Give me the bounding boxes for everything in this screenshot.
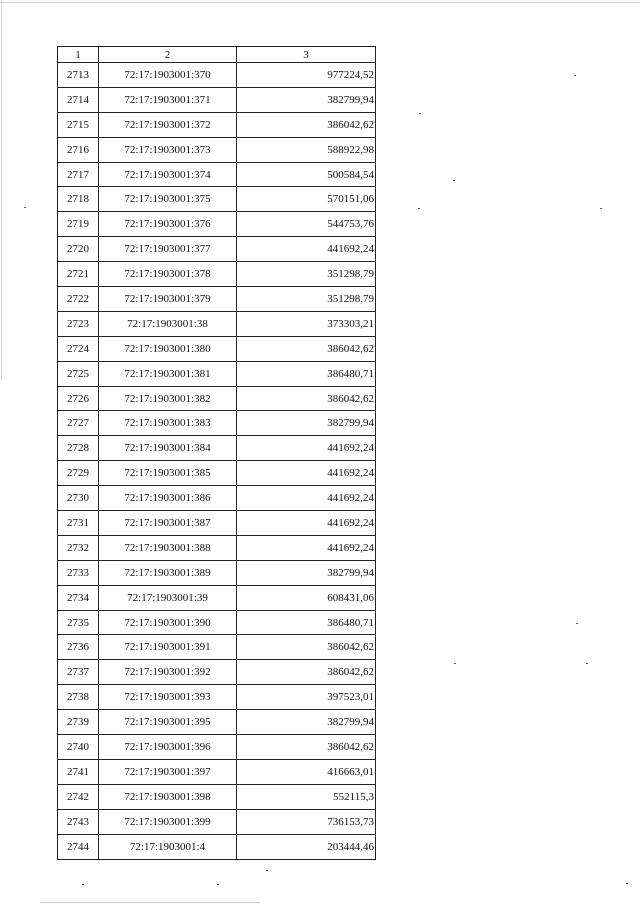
row-number-cell: 2715	[58, 112, 99, 137]
column-header-number: 1	[58, 47, 99, 63]
cadastral-value-cell: 386042,62	[237, 386, 376, 411]
cadastral-number-cell: 72:17:1903001:383	[99, 411, 237, 436]
table-row	[58, 311, 376, 336]
cadastral-number-cell: 72:17:1903001:391	[99, 635, 237, 660]
scan-speck	[454, 663, 456, 664]
table-row	[58, 237, 376, 262]
cadastral-value-cell: 544753,76	[237, 212, 376, 237]
cadastral-number-cell: 72:17:1903001:386	[99, 486, 237, 511]
cadastral-value-cell: 386480,71	[237, 361, 376, 386]
cadastral-number-cell: 72:17:1903001:390	[99, 610, 237, 635]
table-row	[58, 287, 376, 312]
row-number-cell: 2735	[58, 610, 99, 635]
row-number-cell: 2721	[58, 262, 99, 287]
cadastral-value-cell: 373303,21	[237, 311, 376, 336]
row-number-cell: 2724	[58, 336, 99, 361]
cadastral-value-cell: 386042,62	[237, 735, 376, 760]
cadastral-number-cell: 72:17:1903001:399	[99, 809, 237, 834]
row-number-cell: 2722	[58, 287, 99, 312]
table-row	[58, 361, 376, 386]
scan-speck	[418, 208, 420, 209]
cadastral-number-cell: 72:17:1903001:372	[99, 112, 237, 137]
cadastral-value-cell: 382799,94	[237, 710, 376, 735]
row-number-cell: 2743	[58, 809, 99, 834]
cadastral-value-cell: 441692,24	[237, 486, 376, 511]
row-number-cell: 2739	[58, 710, 99, 735]
cadastral-value-cell: 382799,94	[237, 411, 376, 436]
row-number-cell: 2736	[58, 635, 99, 660]
row-number-cell: 2742	[58, 784, 99, 809]
cadastral-number-cell: 72:17:1903001:38	[99, 311, 237, 336]
cadastral-number-cell: 72:17:1903001:395	[99, 710, 237, 735]
scan-edge-top	[0, 2, 640, 3]
table-row	[58, 336, 376, 361]
row-number-cell: 2731	[58, 511, 99, 536]
scan-speck	[453, 180, 455, 181]
table-row	[58, 735, 376, 760]
cadastral-value-cell: 386480,71	[237, 610, 376, 635]
cadastral-number-cell: 72:17:1903001:393	[99, 685, 237, 710]
scan-edge-bottom	[40, 902, 260, 903]
row-number-cell: 2741	[58, 759, 99, 784]
row-number-cell: 2718	[58, 187, 99, 212]
cadastral-number-cell: 72:17:1903001:39	[99, 585, 237, 610]
row-number-cell: 2717	[58, 162, 99, 187]
cadastral-value-cell: 386042,62	[237, 112, 376, 137]
table-row	[58, 809, 376, 834]
scan-speck	[24, 207, 26, 208]
cadastral-value-cell: 552115,3	[237, 784, 376, 809]
cadastral-value-cell: 441692,24	[237, 237, 376, 262]
table-row	[58, 660, 376, 685]
cadastral-number-cell: 72:17:1903001:382	[99, 386, 237, 411]
cadastral-number-cell: 72:17:1903001:389	[99, 560, 237, 585]
row-number-cell: 2734	[58, 585, 99, 610]
cadastral-value-cell: 386042,62	[237, 660, 376, 685]
table-row	[58, 137, 376, 162]
cadastral-number-cell: 72:17:1903001:376	[99, 212, 237, 237]
row-number-cell: 2713	[58, 63, 99, 88]
table-row	[58, 585, 376, 610]
table-row	[58, 162, 376, 187]
cadastral-number-cell: 72:17:1903001:380	[99, 336, 237, 361]
scan-speck	[626, 883, 628, 884]
cadastral-number-cell: 72:17:1903001:397	[99, 759, 237, 784]
row-number-cell: 2744	[58, 834, 99, 859]
cadastral-number-cell: 72:17:1903001:375	[99, 187, 237, 212]
row-number-cell: 2732	[58, 535, 99, 560]
row-number-cell: 2740	[58, 735, 99, 760]
table-row	[58, 560, 376, 585]
row-number-cell: 2728	[58, 436, 99, 461]
row-number-cell: 2730	[58, 486, 99, 511]
cadastral-number-cell: 72:17:1903001:377	[99, 237, 237, 262]
table-row	[58, 610, 376, 635]
scan-speck	[266, 870, 268, 871]
table-row	[58, 784, 376, 809]
table-row	[58, 710, 376, 735]
scan-speck	[419, 113, 421, 114]
cadastral-value-cell: 441692,24	[237, 535, 376, 560]
row-number-cell: 2720	[58, 237, 99, 262]
row-number-cell: 2737	[58, 660, 99, 685]
column-header-value: 3	[237, 47, 376, 63]
table-header	[58, 47, 376, 63]
row-number-cell: 2723	[58, 311, 99, 336]
cadastral-value-cell: 386042,62	[237, 635, 376, 660]
table-row	[58, 262, 376, 287]
table-row	[58, 87, 376, 112]
table-row	[58, 212, 376, 237]
table-row	[58, 834, 376, 859]
cadastral-value-cell: 397523,01	[237, 685, 376, 710]
cadastral-number-cell: 72:17:1903001:381	[99, 361, 237, 386]
cadastral-number-cell: 72:17:1903001:373	[99, 137, 237, 162]
cadastral-value-cell: 500584,54	[237, 162, 376, 187]
table-row	[58, 535, 376, 560]
cadastral-value-cell: 977224,52	[237, 63, 376, 88]
cadastral-value-cell: 351298,79	[237, 262, 376, 287]
column-header-cadastral-number: 2	[99, 47, 237, 63]
scan-speck	[574, 75, 576, 76]
cadastral-value-cell: 441692,24	[237, 511, 376, 536]
table-row	[58, 461, 376, 486]
table-row	[58, 112, 376, 137]
scan-speck	[600, 208, 602, 209]
cadastral-number-cell: 72:17:1903001:370	[99, 63, 237, 88]
table-row	[58, 386, 376, 411]
cadastral-value-cell: 570151,06	[237, 187, 376, 212]
scan-edge-left	[1, 0, 2, 380]
cadastral-number-cell: 72:17:1903001:384	[99, 436, 237, 461]
table-row	[58, 685, 376, 710]
cadastral-number-cell: 72:17:1903001:371	[99, 87, 237, 112]
table-row	[58, 511, 376, 536]
cadastral-number-cell: 72:17:1903001:385	[99, 461, 237, 486]
table-row	[58, 635, 376, 660]
row-number-cell: 2733	[58, 560, 99, 585]
row-number-cell: 2727	[58, 411, 99, 436]
row-number-cell: 2726	[58, 386, 99, 411]
cadastral-value-cell: 588922,98	[237, 137, 376, 162]
cadastral-number-cell: 72:17:1903001:4	[99, 834, 237, 859]
row-number-cell: 2729	[58, 461, 99, 486]
table-body	[58, 63, 376, 860]
cadastral-value-cell: 736153,73	[237, 809, 376, 834]
cadastral-number-cell: 72:17:1903001:392	[99, 660, 237, 685]
cadastral-number-cell: 72:17:1903001:396	[99, 735, 237, 760]
scan-speck	[576, 623, 578, 624]
cadastral-number-cell: 72:17:1903001:379	[99, 287, 237, 312]
cadastral-value-cell: 382799,94	[237, 560, 376, 585]
row-number-cell: 2714	[58, 87, 99, 112]
row-number-cell: 2719	[58, 212, 99, 237]
table-row	[58, 436, 376, 461]
table-row	[58, 63, 376, 88]
cadastral-value-table	[57, 46, 376, 860]
cadastral-value-cell: 382799,94	[237, 87, 376, 112]
cadastral-value-cell: 351298,79	[237, 287, 376, 312]
scan-speck	[586, 663, 588, 664]
cadastral-value-cell: 416663,01	[237, 759, 376, 784]
cadastral-number-cell: 72:17:1903001:387	[99, 511, 237, 536]
cadastral-value-cell: 441692,24	[237, 436, 376, 461]
cadastral-value-cell: 203444,46	[237, 834, 376, 859]
cadastral-number-cell: 72:17:1903001:398	[99, 784, 237, 809]
row-number-cell: 2725	[58, 361, 99, 386]
cadastral-value-cell: 386042,62	[237, 336, 376, 361]
cadastral-number-cell: 72:17:1903001:388	[99, 535, 237, 560]
cadastral-value-cell: 441692,24	[237, 461, 376, 486]
table-row	[58, 486, 376, 511]
cadastral-number-cell: 72:17:1903001:378	[99, 262, 237, 287]
table-row	[58, 187, 376, 212]
table-row	[58, 411, 376, 436]
scan-speck	[82, 884, 84, 885]
cadastral-number-cell: 72:17:1903001:374	[99, 162, 237, 187]
table-row	[58, 759, 376, 784]
row-number-cell: 2738	[58, 685, 99, 710]
cadastral-value-cell: 608431,06	[237, 585, 376, 610]
header-row	[58, 47, 376, 63]
row-number-cell: 2716	[58, 137, 99, 162]
scan-speck	[217, 884, 219, 885]
